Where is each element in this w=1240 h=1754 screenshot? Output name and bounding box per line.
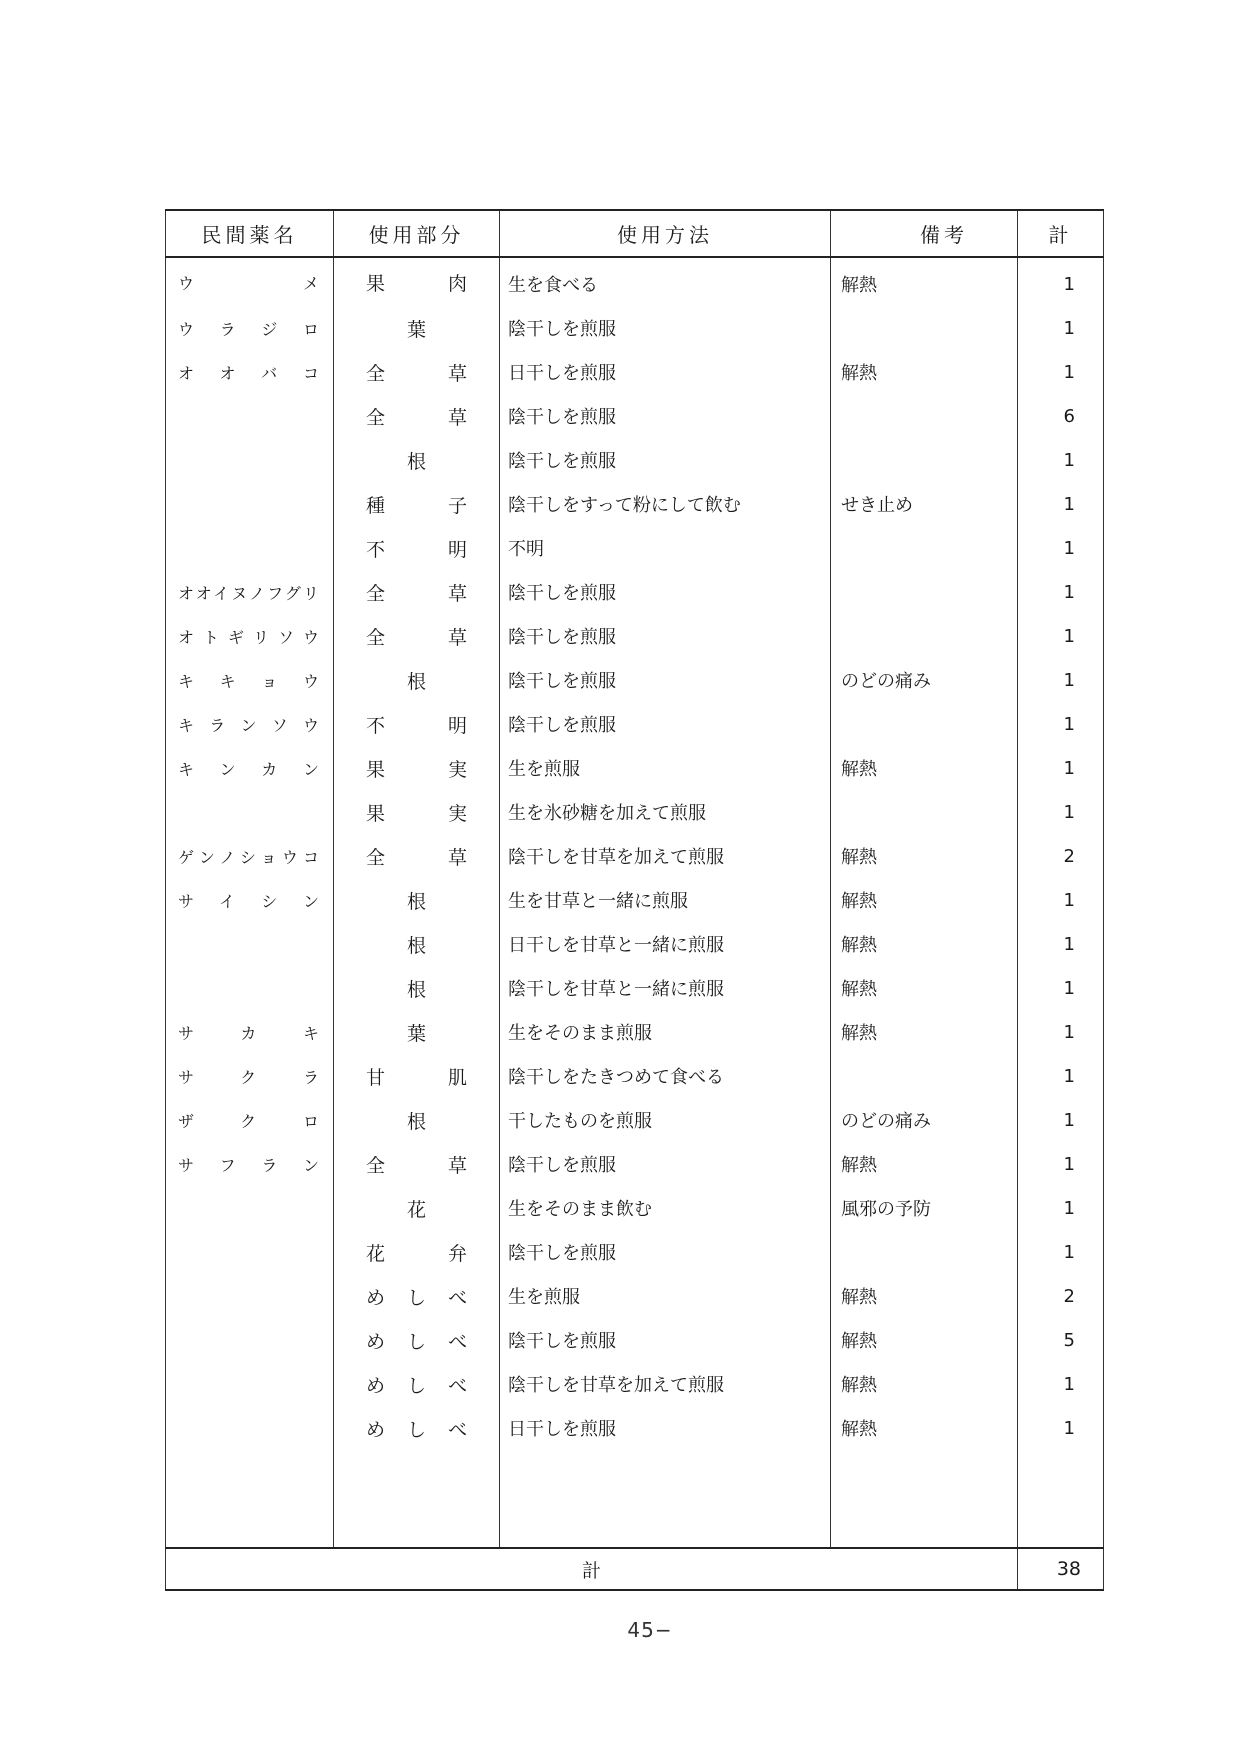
part-used-cell: 根 — [334, 922, 500, 966]
part-used-cell: めしべ — [334, 1406, 500, 1450]
part-used-cell: 全草 — [334, 614, 500, 658]
count-cell: 1 — [1018, 658, 1104, 702]
herb-name-cell: オオイヌノフグリ — [166, 570, 334, 614]
table-row — [166, 658, 1104, 702]
usage-method-cell: 陰干しを甘草と一緒に煎服 — [500, 966, 831, 1010]
count-cell: 1 — [1018, 350, 1104, 394]
herb-name-cell: オトギリソウ — [166, 614, 334, 658]
table-header-row — [166, 210, 1104, 257]
part-used-cell: 全草 — [334, 1142, 500, 1186]
count-cell: 2 — [1018, 1274, 1104, 1318]
herb-name-cell — [166, 1274, 334, 1318]
count-cell: 1 — [1018, 922, 1104, 966]
usage-method-cell: 不明 — [500, 526, 831, 570]
blank-cell — [831, 1450, 1018, 1548]
table-row — [166, 614, 1104, 658]
table-row — [166, 922, 1104, 966]
count-cell: 1 — [1018, 746, 1104, 790]
part-used-cell: 全草 — [334, 570, 500, 614]
herb-name-cell — [166, 438, 334, 482]
table-row — [166, 306, 1104, 350]
blank-cell — [334, 1450, 500, 1548]
usage-method-cell: 生を煎服 — [500, 1274, 831, 1318]
part-used-cell: 甘肌 — [334, 1054, 500, 1098]
table-row — [166, 1098, 1104, 1142]
count-cell: 2 — [1018, 834, 1104, 878]
herb-name-cell: キンカン — [166, 746, 334, 790]
part-used-cell: 不明 — [334, 526, 500, 570]
count-cell: 1 — [1018, 570, 1104, 614]
herb-name-cell: サフラン — [166, 1142, 334, 1186]
remarks-cell: 解熱 — [831, 834, 1018, 878]
remarks-cell: 風邪の予防 — [831, 1186, 1018, 1230]
blank-cell — [1018, 1450, 1104, 1548]
remarks-cell — [831, 394, 1018, 438]
count-cell: 5 — [1018, 1318, 1104, 1362]
herb-name-cell: ゲンノショウコ — [166, 834, 334, 878]
herb-name-cell — [166, 966, 334, 1010]
part-used-cell: 全草 — [334, 350, 500, 394]
count-cell: 1 — [1018, 614, 1104, 658]
usage-method-cell: 生を煎服 — [500, 746, 831, 790]
part-used-cell: めしべ — [334, 1274, 500, 1318]
count-cell: 1 — [1018, 1230, 1104, 1274]
part-used-cell: 全草 — [334, 834, 500, 878]
count-cell: 1 — [1018, 306, 1104, 350]
table-row — [166, 1406, 1104, 1450]
remarks-cell: 解熱 — [831, 1142, 1018, 1186]
herb-name-cell: オオバコ — [166, 350, 334, 394]
remarks-cell: 解熱 — [831, 1406, 1018, 1450]
usage-method-cell: 陰干しを甘草を加えて煎服 — [500, 1362, 831, 1406]
part-used-cell: 根 — [334, 438, 500, 482]
herb-name-cell — [166, 1230, 334, 1274]
table-row — [166, 1142, 1104, 1186]
count-cell: 1 — [1018, 790, 1104, 834]
part-used-cell: 花 — [334, 1186, 500, 1230]
herb-name-cell: サイシン — [166, 878, 334, 922]
count-cell: 1 — [1018, 438, 1104, 482]
table-row — [166, 1362, 1104, 1406]
usage-method-cell: 陰干しをすって粉にして飲む — [500, 482, 831, 526]
count-cell: 1 — [1018, 526, 1104, 570]
usage-method-cell: 陰干しを煎服 — [500, 438, 831, 482]
table-row — [166, 350, 1104, 394]
part-used-cell: 葉 — [334, 1010, 500, 1054]
table-row — [166, 966, 1104, 1010]
usage-method-cell: 生をそのまま煎服 — [500, 1010, 831, 1054]
table-row — [166, 1230, 1104, 1274]
part-used-cell: 根 — [334, 878, 500, 922]
usage-method-cell: 日干しを甘草と一緒に煎服 — [500, 922, 831, 966]
total-value: 38 — [1018, 1548, 1104, 1590]
remarks-cell — [831, 526, 1018, 570]
part-used-cell: 葉 — [334, 306, 500, 350]
part-used-cell: 果実 — [334, 746, 500, 790]
remarks-cell: 解熱 — [831, 350, 1018, 394]
herb-name-cell — [166, 1318, 334, 1362]
table-row — [166, 570, 1104, 614]
herb-name-cell — [166, 526, 334, 570]
herb-name-cell — [166, 790, 334, 834]
herb-name-cell: キランソウ — [166, 702, 334, 746]
usage-method-cell: 陰干しを煎服 — [500, 614, 831, 658]
total-row — [166, 1548, 1104, 1590]
part-used-cell: 種子 — [334, 482, 500, 526]
blank-row — [166, 1450, 1104, 1548]
count-cell: 1 — [1018, 966, 1104, 1010]
remarks-cell: のどの痛み — [831, 1098, 1018, 1142]
count-cell: 1 — [1018, 1186, 1104, 1230]
remarks-cell — [831, 438, 1018, 482]
remarks-cell: 解熱 — [831, 1010, 1018, 1054]
remarks-cell — [831, 790, 1018, 834]
table-row — [166, 1054, 1104, 1098]
remarks-cell: せき止め — [831, 482, 1018, 526]
herb-name-cell: キキョウ — [166, 658, 334, 702]
usage-method-cell: 干したものを煎服 — [500, 1098, 831, 1142]
count-cell: 6 — [1018, 394, 1104, 438]
table-row — [166, 526, 1104, 570]
usage-method-cell: 生を食べる — [500, 257, 831, 306]
herb-name-cell — [166, 482, 334, 526]
table-row — [166, 438, 1104, 482]
blank-cell — [500, 1450, 831, 1548]
header-usage-method: 使用方法 — [500, 210, 831, 257]
usage-method-cell: 陰干しを煎服 — [500, 1230, 831, 1274]
remarks-cell: 解熱 — [831, 966, 1018, 1010]
table-row — [166, 1274, 1104, 1318]
usage-method-cell: 陰干しを煎服 — [500, 658, 831, 702]
header-folk-medicine-name: 民間薬名 — [166, 210, 334, 257]
remarks-cell — [831, 306, 1018, 350]
remarks-cell: 解熱 — [831, 1274, 1018, 1318]
table-row — [166, 878, 1104, 922]
remarks-cell: 解熱 — [831, 922, 1018, 966]
usage-method-cell: 生を氷砂糖を加えて煎服 — [500, 790, 831, 834]
usage-method-cell: 陰干しを煎服 — [500, 702, 831, 746]
count-cell: 1 — [1018, 1010, 1104, 1054]
remarks-cell: 解熱 — [831, 1362, 1018, 1406]
part-used-cell: 根 — [334, 966, 500, 1010]
remarks-cell: 解熱 — [831, 257, 1018, 306]
herb-name-cell — [166, 394, 334, 438]
remarks-cell: 解熱 — [831, 878, 1018, 922]
header-remarks: 備考 — [831, 210, 1018, 257]
remarks-cell — [831, 1054, 1018, 1098]
herb-name-cell — [166, 1406, 334, 1450]
table-row — [166, 790, 1104, 834]
part-used-cell: 果実 — [334, 790, 500, 834]
count-cell: 1 — [1018, 702, 1104, 746]
remarks-cell: のどの痛み — [831, 658, 1018, 702]
count-cell: 1 — [1018, 482, 1104, 526]
part-used-cell: めしべ — [334, 1362, 500, 1406]
table-row — [166, 1186, 1104, 1230]
table-row — [166, 834, 1104, 878]
usage-method-cell: 陰干しを煎服 — [500, 1318, 831, 1362]
remarks-cell: 解熱 — [831, 746, 1018, 790]
count-cell: 1 — [1018, 1362, 1104, 1406]
remarks-cell — [831, 570, 1018, 614]
herb-name-cell — [166, 922, 334, 966]
remarks-cell — [831, 614, 1018, 658]
herb-name-cell: ウラジロ — [166, 306, 334, 350]
part-used-cell: 全草 — [334, 394, 500, 438]
remarks-cell: 解熱 — [831, 1318, 1018, 1362]
table-row — [166, 1010, 1104, 1054]
remarks-cell — [831, 1230, 1018, 1274]
part-used-cell: 果肉 — [334, 257, 500, 306]
herb-name-cell — [166, 1186, 334, 1230]
usage-method-cell: 陰干しを煎服 — [500, 1142, 831, 1186]
usage-method-cell: 生をそのまま飲む — [500, 1186, 831, 1230]
usage-method-cell: 陰干しを煎服 — [500, 570, 831, 614]
header-part-used: 使用部分 — [334, 210, 500, 257]
herb-name-cell: ウメ — [166, 257, 334, 306]
header-count: 計 — [1018, 210, 1104, 257]
usage-method-cell: 陰干しをたきつめて食べる — [500, 1054, 831, 1098]
table-row — [166, 257, 1104, 306]
herb-name-cell: サクラ — [166, 1054, 334, 1098]
count-cell: 1 — [1018, 1054, 1104, 1098]
table-row — [166, 702, 1104, 746]
table-row — [166, 746, 1104, 790]
count-cell: 1 — [1018, 1142, 1104, 1186]
remarks-cell — [831, 702, 1018, 746]
usage-method-cell: 陰干しを煎服 — [500, 306, 831, 350]
count-cell: 1 — [1018, 1406, 1104, 1450]
usage-method-cell: 陰干しを煎服 — [500, 394, 831, 438]
part-used-cell: 花弁 — [334, 1230, 500, 1274]
part-used-cell: 不明 — [334, 702, 500, 746]
page-number: 45− — [627, 1618, 673, 1642]
table-body — [166, 257, 1104, 1548]
table-row — [166, 1318, 1104, 1362]
blank-cell — [166, 1450, 334, 1548]
folk-medicine-table — [165, 209, 1104, 1591]
herb-name-cell: ザクロ — [166, 1098, 334, 1142]
count-cell: 1 — [1018, 257, 1104, 306]
herb-name-cell: サカキ — [166, 1010, 334, 1054]
total-label: 計 — [166, 1548, 1018, 1590]
count-cell: 1 — [1018, 1098, 1104, 1142]
part-used-cell: 根 — [334, 658, 500, 702]
table-row — [166, 482, 1104, 526]
usage-method-cell: 生を甘草と一緒に煎服 — [500, 878, 831, 922]
herb-name-cell — [166, 1362, 334, 1406]
count-cell: 1 — [1018, 878, 1104, 922]
usage-method-cell: 陰干しを甘草を加えて煎服 — [500, 834, 831, 878]
usage-method-cell: 日干しを煎服 — [500, 350, 831, 394]
part-used-cell: めしべ — [334, 1318, 500, 1362]
usage-method-cell: 日干しを煎服 — [500, 1406, 831, 1450]
table-row — [166, 394, 1104, 438]
part-used-cell: 根 — [334, 1098, 500, 1142]
